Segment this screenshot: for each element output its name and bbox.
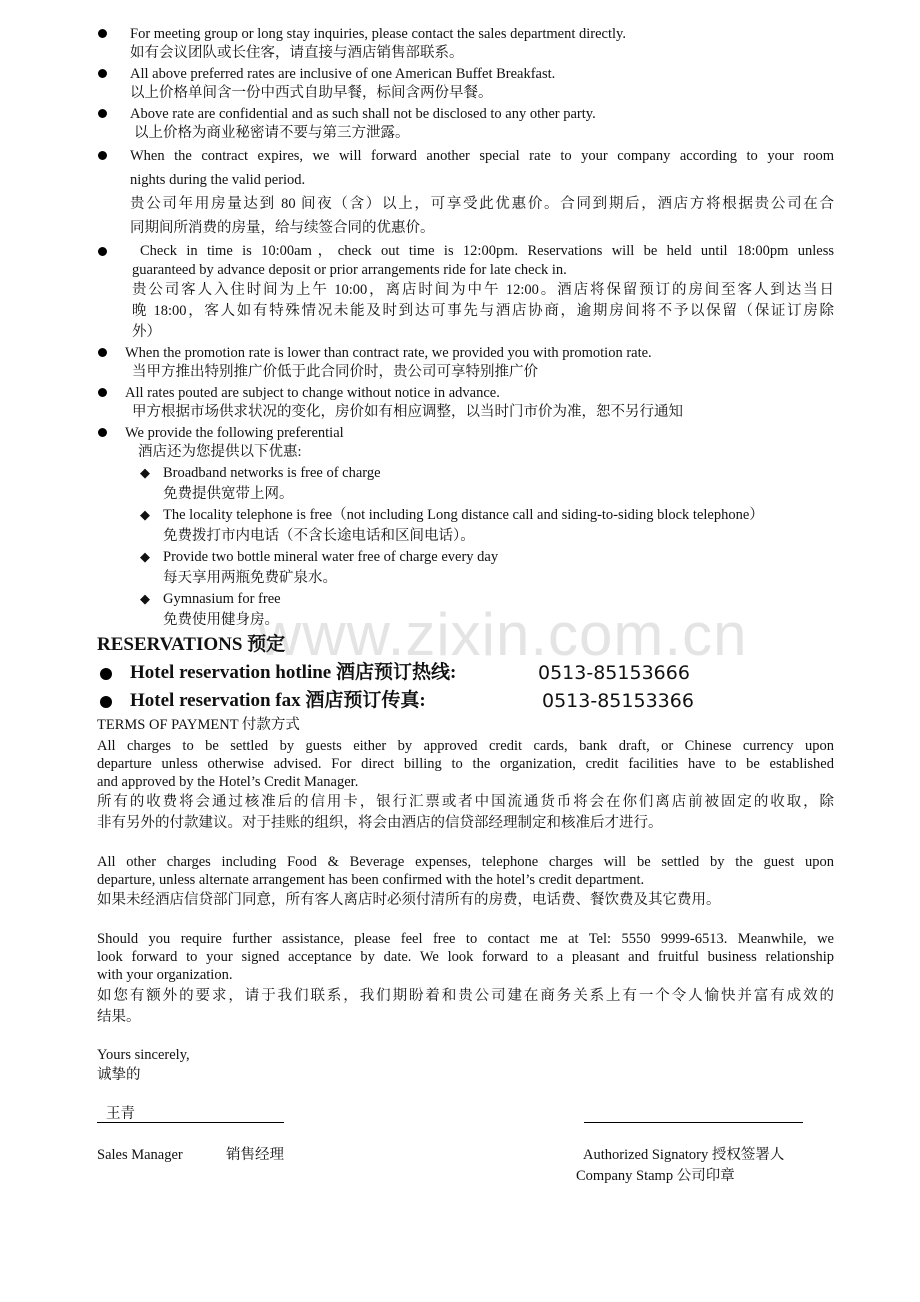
bullet-2-zh: 以上价格单间含一份中西式自助早餐，标间含两份早餐。: [130, 85, 493, 101]
payment-p2-zh: 如果未经酒店信贷部门同意，所有客人离店时必须付清所有的房费，电话费、餐饮费及其它费用。: [97, 892, 721, 908]
payment-p3-zh-2: 结果。: [97, 1009, 141, 1025]
bullet-dot: [98, 29, 107, 38]
payment-p3-en-3: with your organization.: [97, 967, 233, 983]
diamond-bullet-icon: ◆: [140, 507, 150, 522]
sub-1-zh: 免费提供宽带上网。: [163, 486, 294, 502]
bullet-dot: [98, 151, 107, 160]
payment-p3-en-2: look forward to your signed acceptance by date. We look forward to a pleasant and fruitful business relationship: [97, 949, 834, 965]
diamond-bullet-icon: ◆: [140, 591, 150, 606]
sub-4-zh: 免费使用健身房。: [163, 612, 279, 628]
bullet-6-zh: 当甲方推出特别推广价低于此合同价时，贵公司可享特别推广价: [132, 364, 538, 380]
bullet-8-zh: 酒店还为您提供以下优惠:: [138, 444, 302, 460]
sub-2-en: The locality telephone is free（not including Long distance call and siding-to-siding block telephone）: [163, 507, 764, 523]
company-stamp: Company Stamp 公司印章: [576, 1168, 735, 1184]
bullet-5-en-2: guaranteed by advance deposit or prior arrangements ride for late check in.: [132, 262, 567, 278]
signer-name: 王青: [106, 1106, 135, 1122]
bullet-dot: [98, 388, 107, 397]
bullet-4-zh-1: 贵公司年用房量达到 80 间夜（含）以上，可享受此优惠价。合同到期后，酒店方将根据贵公司在合: [130, 196, 834, 212]
fax-number: 0513-85153366: [542, 690, 694, 712]
payment-p1-en-2: departure unless otherwise advised. For direct billing to the organization, credit facilities have to be established: [97, 756, 834, 772]
bullet-6-en: When the promotion rate is lower than contract rate, we provided you with promotion rate.: [125, 345, 652, 361]
bullet-3-en: Above rate are confidential and as such shall not be disclosed to any other party.: [130, 106, 596, 122]
sub-2-zh: 免费拨打市内电话（不含长途电话和区间电话）。: [163, 528, 475, 544]
payment-p3-en-1: Should you require further assistance, please feel free to contact me at Tel: 5550 9999-6513. Meanwhile, we: [97, 931, 834, 947]
bullet-4-en-1: When the contract expires, we will forward another special rate to your company according to your room: [130, 148, 834, 164]
bullet-4-en-2: nights during the valid period.: [130, 172, 306, 188]
bullet-1-en: For meeting group or long stay inquiries, please contact the sales department directly.: [130, 26, 626, 42]
bullet-1-zh: 如有会议团队或长住客，请直接与酒店销售部联系。: [130, 45, 464, 61]
authorized-signatory: Authorized Signatory 授权签署人: [583, 1147, 785, 1163]
bullet-dot: [98, 428, 107, 437]
bullet-7-en: All rates pouted are subject to change without notice in advance.: [125, 385, 500, 401]
bullet-dot: [98, 348, 107, 357]
payment-p2-en-2: departure, unless alternate arrangement has been confirmed with the hotel’s credit department.: [97, 872, 645, 888]
signature-line-left: [97, 1122, 284, 1123]
payment-p1-zh-1: 所有的收费将会通过核准后的信用卡，银行汇票或者中国流通货币将会在你们离店前被固定的收取，除: [97, 794, 834, 810]
payment-p2-en-1: All other charges including Food & Beverage expenses, telephone charges will be settled by the guest upon: [97, 854, 834, 870]
hotline-number: 0513-85153666: [538, 662, 690, 684]
bullet-dot: [100, 668, 112, 680]
bullet-8-en: We provide the following preferential: [125, 425, 344, 441]
bullet-dot: [100, 696, 112, 708]
bullet-3-zh: 以上价格为商业秘密请不要与第三方泄露。: [134, 125, 410, 141]
bullet-5-zh-1: 贵公司客人入住时间为上午 10:00，离店时间为中午 12:00。酒店将保留预订的房间至客人到达当日: [132, 282, 834, 298]
bullet-5-en-1: Check in time is 10:00am，check out time is 12:00pm. Reservations will be held until 18:00pm unless: [140, 243, 834, 259]
bullet-dot: [98, 69, 107, 78]
reservations-title: RESERVATIONS 预定: [97, 634, 286, 655]
payment-p1-en-1: All charges to be settled by guests either by approved credit cards, bank draft, or Chinese currency upon: [97, 738, 834, 754]
payment-p1-en-3: and approved by the Hotel’s Credit Manager.: [97, 774, 359, 790]
bullet-dot: [98, 247, 107, 256]
sales-manager-title: Sales Manager: [97, 1147, 183, 1163]
watermark: www.zixin.com.cn: [258, 601, 748, 668]
closing-zh: 诚挚的: [97, 1067, 141, 1083]
diamond-bullet-icon: ◆: [140, 465, 150, 480]
closing-en: Yours sincerely,: [97, 1047, 190, 1063]
sub-1-en: Broadband networks is free of charge: [163, 465, 381, 481]
sub-3-en: Provide two bottle mineral water free of charge every day: [163, 549, 499, 565]
bullet-2-en: All above preferred rates are inclusive of one American Buffet Breakfast.: [130, 66, 556, 82]
payment-p1-zh-2: 非有另外的付款建议。对于挂账的组织，将会由酒店的信贷部经理制定和核准后才进行。: [97, 815, 663, 831]
payment-title: TERMS OF PAYMENT 付款方式: [97, 717, 300, 733]
diamond-bullet-icon: ◆: [140, 549, 150, 564]
bullet-5-zh-2: 晚 18:00，客人如有特殊情况未能及时到达可事先与酒店协商，逾期房间将不予以保留（保证订房除: [132, 303, 834, 319]
signature-line-right: [584, 1122, 803, 1123]
sales-manager-title-zh: 销售经理: [226, 1147, 284, 1163]
sub-4-en: Gymnasium for free: [163, 591, 281, 607]
bullet-4-zh-2: 同期间所消费的房量，给与续签合同的优惠价。: [130, 220, 435, 236]
payment-p3-zh-1: 如您有额外的要求，请于我们联系，我们期盼着和贵公司建在商务关系上有一个令人愉快并富有成效的: [97, 988, 834, 1004]
bullet-7-zh: 甲方根据市场供求状况的变化，房价如有相应调整，以当时门市价为准，恕不另行通知: [132, 404, 683, 420]
bullet-5-zh-3: 外）: [132, 324, 161, 340]
hotline-label: Hotel reservation hotline 酒店预订热线:: [130, 662, 457, 683]
fax-label: Hotel reservation fax 酒店预订传真:: [130, 690, 426, 711]
bullet-dot: [98, 109, 107, 118]
sub-3-zh: 每天享用两瓶免费矿泉水。: [163, 570, 337, 586]
